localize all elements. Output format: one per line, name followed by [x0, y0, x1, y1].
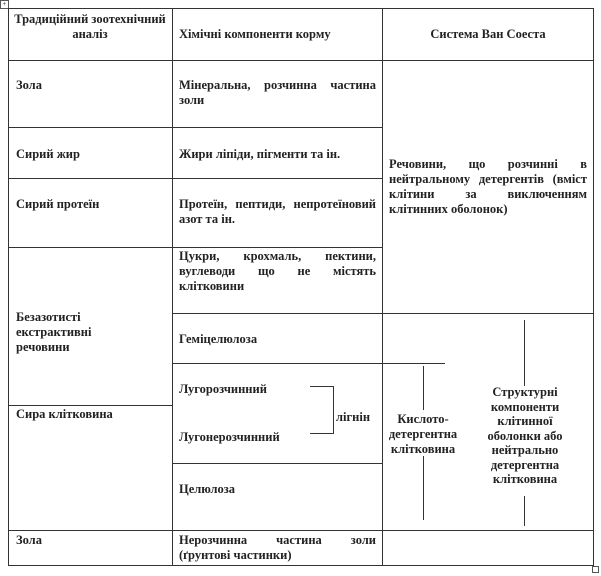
cell-crude-fat: Сирий жир: [16, 147, 80, 161]
cell-sugars: Цукри, крохмаль, пектини, вуглеводи що не містять клітковини: [179, 249, 376, 293]
cell-ash: Зола: [16, 78, 42, 92]
header-traditional-analysis: Традиційний зоотехнічний аналіз: [14, 12, 166, 41]
cell-crude-protein: Сирий протеїн: [16, 197, 100, 211]
cell-alkali-soluble: Лугорозчинний: [179, 382, 267, 396]
cell-nfe: Безазотисті екстрактивні речовини: [16, 310, 92, 354]
cell-insoluble-ash: Нерозчинна частина золи (ґрунтові частинки): [179, 533, 376, 562]
cell-ndf: Структурні компоненти клітинної оболонки або нейтрально детергентна клітковина: [487, 385, 563, 486]
cell-hemicellulose: Геміцелюлоза: [179, 332, 258, 346]
cell-crude-fiber: Сира клітковина: [16, 407, 113, 421]
cell-cellulose: Целюлоза: [179, 482, 236, 496]
cell-adf: Кислото-детергентна клітковина: [388, 412, 458, 456]
header-van-soest: Система Ван Соеста: [430, 27, 546, 41]
table-resize-handle[interactable]: [592, 566, 599, 573]
cell-ndf-solubles: Речовини, що розчинні в нейтральному детергентів (вміст клітини за виключенням клітинних оболонок): [389, 157, 587, 216]
cell-protein: Протеїн, пептиди, непротеїновий азот та ін.: [179, 197, 376, 226]
cell-ash-2: Зола: [16, 533, 42, 547]
cell-alkali-insoluble: Лугонерозчинний: [179, 430, 280, 444]
header-chemical-components: Хімічні компоненти корму: [179, 27, 331, 41]
cell-lignin: лігнін: [336, 410, 371, 424]
cell-fats: Жири ліпіди, пігменти та ін.: [179, 147, 341, 161]
cell-mineral: Мінеральна, розчинна частина золи: [179, 78, 376, 107]
lignin-bracket: [310, 386, 334, 434]
table-move-handle[interactable]: +: [0, 0, 9, 9]
